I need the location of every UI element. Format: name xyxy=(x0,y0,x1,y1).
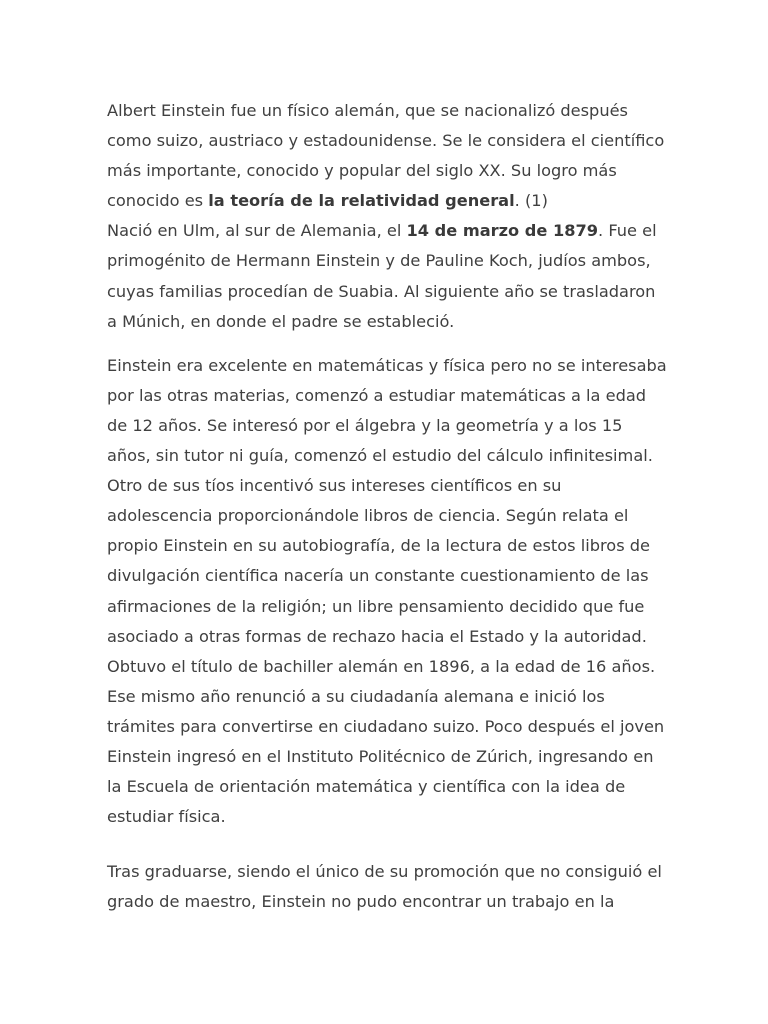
text-segment: Einstein era excelente en matemáticas y física pero no se interesaba por las otras materias, comenzó a estudiar matemáticas a la edad de 12 años. Se interesó por el álgebra y la geometría y a los 15 años, sin tutor ni guía, comenzó el estudio del cálculo infinitesimal. Otro de sus tíos incentivó sus intereses científicos en su adolescencia proporcionándole libros de ciencia. Según relata el propio Einstein en su autobiografía, de la lectura de estos libros de divulgación científica nacería un constante cuestionamiento de las afirmaciones de la religión; un libre pensamiento decidido que fue asociado a otras formas de rechazo hacia el Estado y la autoridad. Obtuvo el título de bachiller alemán en 1896, a la edad de 16 años. Ese mismo año renunció a su ciudadanía alemana e inició los trámites para convertirse en ciudadano suizo. Poco después el joven Einstein ingresó en el Instituto Politécnico de Zúrich, ingresando en la Escuela de orientación matemática y científica con la idea de estudiar física. xyxy=(107,355,667,827)
bold-text-relativity: la teoría de la relatividad general xyxy=(208,191,515,211)
document-page xyxy=(107,96,667,917)
text-segment: Tras graduarse, siendo el único de su promoción que no consiguió el grado de maestro, Einstein no pudo encontrar un trabajo en la xyxy=(107,862,662,912)
text-segment: . (1) xyxy=(514,191,548,211)
paragraph-birth xyxy=(107,216,667,336)
text-segment: Nació en Ulm, al sur de Alemania, el xyxy=(107,221,407,241)
text-segment: Albert Einstein fue un físico alemán, que se nacionalizó después como suizo, austriaco y estadounidense. Se le considera el científico más importante, conocido y popular del siglo XX. Su logro más conocido es xyxy=(107,101,665,211)
paragraph-graduation xyxy=(107,857,667,917)
text-segment: . Fue el primogénito de Hermann Einstein y de Pauline Koch, judíos ambos, cuyas familias procedían de Suabia. Al siguiente año se trasladaron a Múnich, en donde el padre se estableció. xyxy=(107,221,657,331)
paragraph-intro xyxy=(107,96,667,216)
paragraph-education xyxy=(107,351,667,833)
bold-text-birthdate: 14 de marzo de 1879 xyxy=(406,221,599,241)
